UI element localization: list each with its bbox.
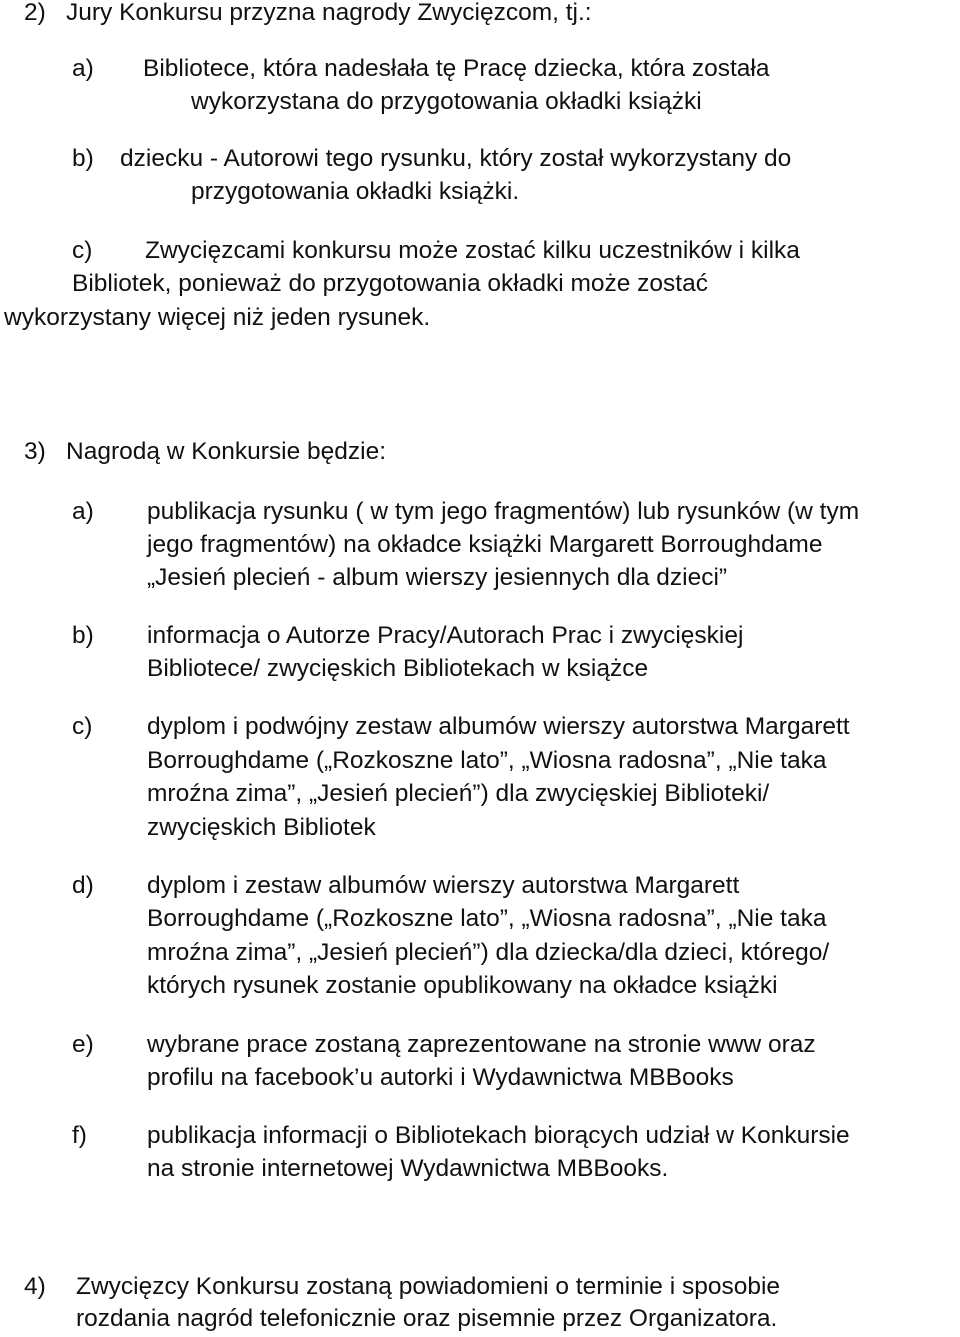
section-3-item-a-line-3: „Jesień plecień - album wierszy jesiennych dla dzieci” (147, 564, 728, 591)
section-3-item-c-line-4: zwycięskich Bibliotek (147, 814, 376, 841)
section-3-item-d-line-2: Borroughdame („Rozkoszne lato”, „Wiosna radosna”, „Nie taka (147, 905, 827, 932)
section-2-item-a-line-2: wykorzystana do przygotowania okładki książki (191, 88, 702, 115)
section-3-item-c-line-2: Borroughdame („Rozkoszne lato”, „Wiosna radosna”, „Nie taka (147, 747, 827, 774)
section-3-item-c-line-3: mroźna zima”, „Jesień plecień”) dla zwycięskiej Biblioteki/ (147, 780, 770, 807)
section-4-number: 4) (24, 1273, 46, 1300)
section-2-item-c-line-1: Zwycięzcami konkursu może zostać kilku uczestników i kilka (145, 237, 800, 264)
section-3-item-b-line-2: Bibliotece/ zwycięskich Bibliotekach w książce (147, 655, 649, 682)
section-2-item-b-marker: b) (72, 145, 94, 172)
section-2-number: 2) (24, 0, 46, 26)
section-3-item-a-line-1: publikacja rysunku ( w tym jego fragmentów) lub rysunków (w tym (147, 498, 860, 525)
section-3-number: 3) (24, 438, 46, 465)
section-3-item-b-marker: b) (72, 622, 94, 649)
section-3-item-b-line-1: informacja o Autorze Pracy/Autorach Prac i zwycięskiej (147, 622, 744, 649)
section-3-item-e-line-1: wybrane prace zostaną zaprezentowane na stronie www oraz (147, 1031, 816, 1058)
section-3-item-d-line-3: mroźna zima”, „Jesień plecień”) dla dziecka/dla dzieci, którego/ (147, 939, 830, 966)
section-3-item-a-marker: a) (72, 498, 94, 525)
section-2-item-c-marker: c) (72, 237, 93, 264)
section-3-item-c-marker: c) (72, 713, 93, 740)
section-2-item-c-line-2: Bibliotek, ponieważ do przygotowania okładki może zostać (72, 270, 708, 297)
section-3-item-d-line-4: których rysunek zostanie opublikowany na okładce książki (147, 972, 778, 999)
section-3-item-e-line-2: profilu na facebook’u autorki i Wydawnictwa MBBooks (147, 1064, 734, 1091)
section-2-item-a-marker: a) (72, 55, 94, 82)
section-4-line-2: rozdania nagród telefonicznie oraz pisemnie przez Organizatora. (76, 1305, 778, 1332)
section-2-heading: Jury Konkursu przyzna nagrody Zwycięzcom, tj.: (66, 0, 592, 26)
section-2-item-c-line-3: wykorzystany więcej niż jeden rysunek. (4, 304, 431, 331)
section-3-heading: Nagrodą w Konkursie będzie: (66, 438, 387, 465)
section-3-item-e-marker: e) (72, 1031, 94, 1058)
section-3-item-d-marker: d) (72, 872, 94, 899)
section-3-item-f-marker: f) (72, 1122, 87, 1149)
section-3-item-f-line-2: na stronie internetowej Wydawnictwa MBBooks. (147, 1155, 669, 1182)
section-4-line-1: Zwycięzcy Konkursu zostaną powiadomieni o terminie i sposobie (76, 1273, 781, 1300)
section-2-item-b-line-2: przygotowania okładki książki. (191, 178, 520, 205)
section-2-item-b-line-1: dziecku - Autorowi tego rysunku, który został wykorzystany do (120, 145, 792, 172)
section-3-item-c-line-1: dyplom i podwójny zestaw albumów wierszy autorstwa Margarett (147, 713, 850, 740)
section-3-item-d-line-1: dyplom i zestaw albumów wierszy autorstwa Margarett (147, 872, 740, 899)
section-3-item-f-line-1: publikacja informacji o Bibliotekach biorących udział w Konkursie (147, 1122, 850, 1149)
section-3-item-a-line-2: jego fragmentów) na okładce książki Margarett Borroughdame (147, 531, 823, 558)
section-2-item-a-line-1: Bibliotece, która nadesłała tę Pracę dziecka, która została (143, 55, 770, 82)
